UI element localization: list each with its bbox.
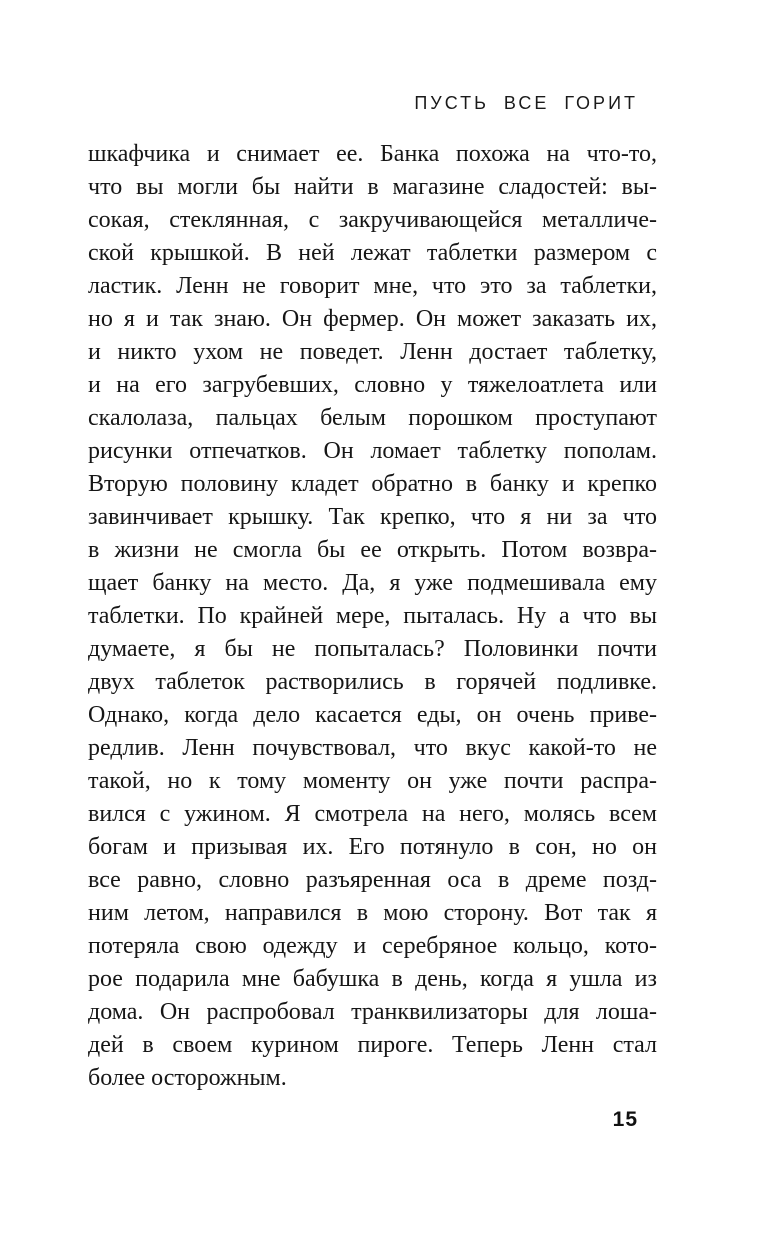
body-line: думаете, я бы не попыталась? Половинки почти	[88, 636, 657, 662]
body-text	[88, 138, 657, 1095]
page-number: 15	[612, 1108, 638, 1131]
body-line: Однако, когда дело касается еды, он очень приве-	[88, 702, 657, 728]
body-line: но я и так знаю. Он фермер. Он может заказать их,	[88, 306, 657, 332]
body-line: ним летом, направился в мою сторону. Вот так я	[88, 900, 657, 926]
body-line: более осторожным.	[88, 1065, 287, 1091]
body-line: в жизни не смогла бы ее открыть. Потом возвра-	[88, 537, 657, 563]
body-line: все равно, словно разъяренная оса в дреме позд-	[88, 867, 657, 893]
body-line: и на его загрубевших, словно у тяжелоатлета или	[88, 372, 657, 398]
body-line: сокая, стеклянная, с закручивающейся металличе-	[88, 207, 657, 233]
body-line: богам и призывая их. Его потянуло в сон, но он	[88, 834, 657, 860]
running-header: ПУСТЬ ВСЕ ГОРИТ	[414, 93, 638, 113]
body-line: щает банку на место. Да, я уже подмешивала ему	[88, 570, 657, 596]
body-line: вился с ужином. Я смотрела на него, молясь всем	[88, 801, 657, 827]
body-line: дей в своем курином пироге. Теперь Ленн стал	[88, 1032, 657, 1058]
body-line: дома. Он распробовал транквилизаторы для лоша-	[88, 999, 657, 1025]
body-line: ской крышкой. В ней лежат таблетки размером с	[88, 240, 657, 266]
body-line: потеряла свою одежду и серебряное кольцо, кото-	[88, 933, 657, 959]
body-line: такой, но к тому моменту он уже почти распра-	[88, 768, 657, 794]
body-line: завинчивает крышку. Так крепко, что я ни за что	[88, 504, 657, 530]
body-line: рисунки отпечатков. Он ломает таблетку пополам.	[88, 438, 657, 464]
body-line: скалолаза, пальцах белым порошком проступают	[88, 405, 657, 431]
body-line: шкафчика и снимает ее. Банка похожа на что-то,	[88, 141, 657, 167]
body-line: и никто ухом не поведет. Ленн достает таблетку,	[88, 339, 657, 365]
body-line: рое подарила мне бабушка в день, когда я ушла из	[88, 966, 657, 992]
body-line: редлив. Ленн почувствовал, что вкус какой-то не	[88, 735, 657, 761]
body-line: ластик. Ленн не говорит мне, что это за таблетки,	[88, 273, 657, 299]
body-line: таблетки. По крайней мере, пыталась. Ну а что вы	[88, 603, 657, 629]
body-line: что вы могли бы найти в магазине сладостей: вы-	[88, 174, 657, 200]
body-line: двух таблеток растворились в горячей подливке.	[88, 669, 657, 695]
body-line: Вторую половину кладет обратно в банку и крепко	[88, 471, 657, 497]
